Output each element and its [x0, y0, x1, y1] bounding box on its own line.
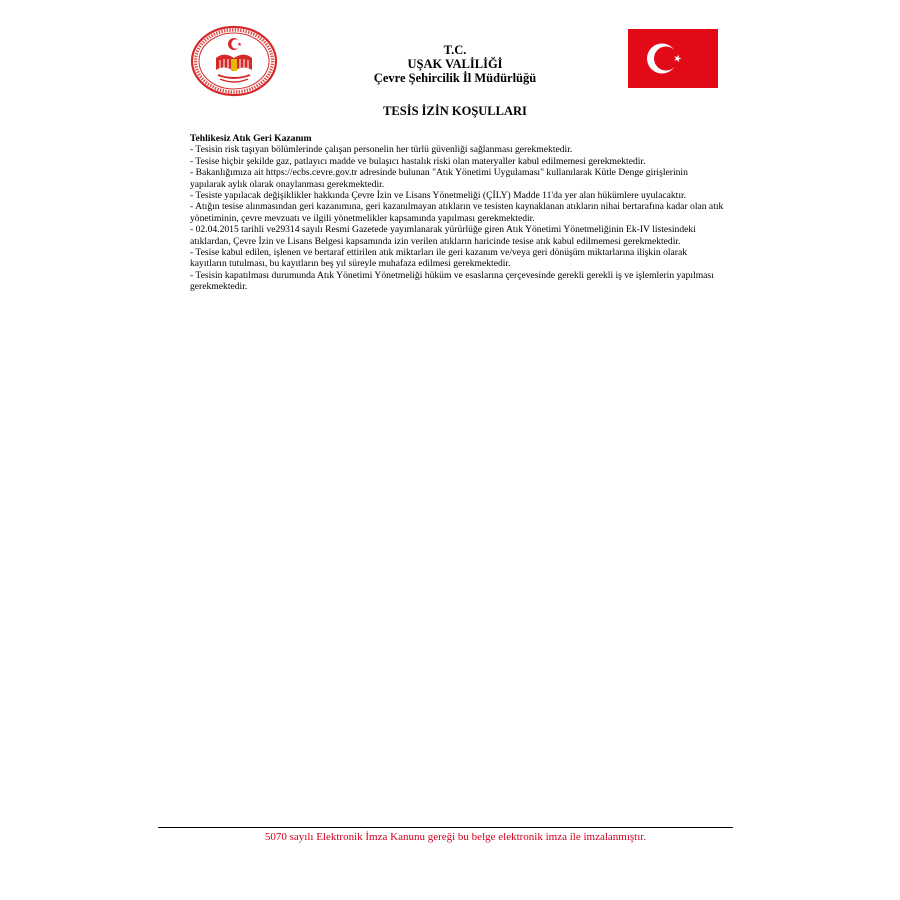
section-heading: Tehlikesiz Atık Geri Kazanım	[190, 133, 312, 144]
header-line-directorate: Çevre Şehircilik İl Müdürlüğü	[373, 71, 537, 85]
document-title: TESİS İZİN KOŞULLARI	[383, 104, 527, 118]
condition-item: - Tesise kabul edilen, işlenen ve bertaraf ettirilen atık miktarları ile geri kazanım ve/veya geri dönüşüm miktarlarına ilişkin olarak kayıtların tutulması, bu kayıtların beş yıl süreyle muhafaza edilmesi gerekmektedir.	[190, 247, 688, 270]
ministry-seal-icon	[190, 25, 278, 97]
turkish-flag-icon	[628, 29, 718, 88]
condition-item: - Atığın tesise alınmasından geri kazanımına, geri kazanılmayan atıkların ve tesisten kaynaklanan atıkların nihai bertarafına kadar olan atık yönetiminin, çevre mevzuatı ve ilgili yönetmelikler kapsamında yapılması gerekmektedir.	[190, 201, 724, 224]
footer-divider	[158, 827, 733, 828]
condition-item: - Tesise hiçbir şekilde gaz, patlayıcı madde ve bulaşıcı hastalık riski olan materyaller kabul edilmemesi gerekmektedir.	[190, 155, 646, 167]
header-line-governorship: UŞAK VALİLİĞİ	[407, 57, 503, 71]
condition-item: - Tesisin risk taşıyan bölümlerinde çalışan personelin her türlü güvenliği sağlanması gerekmektedir.	[190, 144, 573, 156]
document-header	[300, 43, 610, 85]
header-line-tc: T.C.	[443, 43, 467, 57]
e-signature-notice: 5070 sayılı Elektronik İmza Kanunu gereği bu belge elektronik imza ile imzalanmıştır.	[264, 831, 647, 843]
condition-item: - Tesiste yapılacak değişiklikler hakkında Çevre İzin ve Lisans Yönetmeliği (ÇİLY) Madde 11'da yer alan hükümlere uyulacaktır.	[190, 190, 687, 202]
condition-item: - 02.04.2015 tarihli ve29314 sayılı Resmi Gazetede yayımlanarak yürürlüğe giren Atık Yönetimi Yönetmeliğinin Ek-IV listesindeki atıklardan, Çevre İzin ve Lisans Belgesi kapsamında izin verilen atıkların haricinde tesise atık kabul edilmemesi gerekmektedir.	[190, 224, 696, 247]
conditions-section	[190, 133, 725, 293]
condition-item: - Tesisin kapatılması durumunda Atık Yönetimi Yönetmeliği hüküm ve esaslarına çerçevesinde gerekli gerekli iş ve işlemlerin yapılması gerekmektedir.	[190, 269, 714, 293]
condition-item: - Bakanlığımıza ait https://ecbs.cevre.gov.tr adresinde bulunan "Atık Yönetimi Uygulaması" kullanılarak Kütle Denge girişlerinin yapılarak aylık olarak onaylanması gerekmektedir.	[190, 167, 688, 190]
